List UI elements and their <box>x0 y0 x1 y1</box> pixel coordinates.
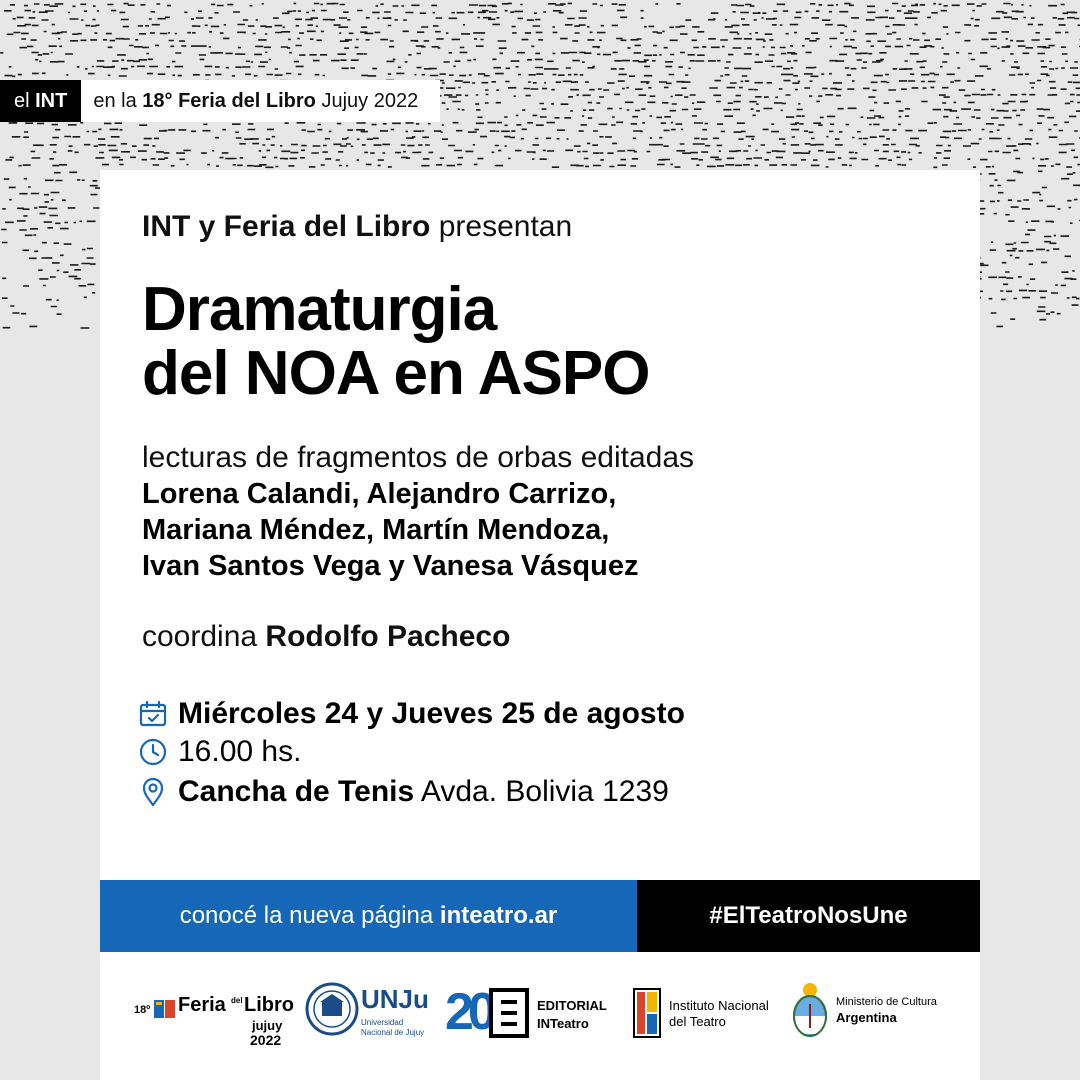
title-line-1: Dramaturgia <box>142 275 497 344</box>
calendar-icon <box>138 699 168 729</box>
int-tag <box>0 80 81 122</box>
unju-seal-icon <box>305 978 359 1040</box>
time-row <box>138 735 301 769</box>
instituto-nacional-teatro-logo <box>633 988 783 1048</box>
ministerio-cultura-logo <box>790 980 960 1050</box>
content-card <box>100 170 980 1080</box>
editorial-box-icon <box>489 988 529 1038</box>
coordinator-line <box>142 620 510 654</box>
feria-small-word: del <box>231 996 243 1005</box>
ministerio-line-2: Argentina <box>836 1010 897 1025</box>
event-suffix: Jujuy 2022 <box>315 89 419 112</box>
unju-line-1: Universidad <box>361 1018 404 1027</box>
unju-line-2: Nacional de Jujuy <box>361 1028 425 1037</box>
date-row <box>138 697 685 731</box>
presenters-bold: INT y Feria del Libro <box>142 210 431 243</box>
editorial-line-1: EDITORIAL <box>537 998 607 1013</box>
website-prefix: conocé la nueva página <box>179 902 440 929</box>
int-mark-icon <box>633 988 661 1038</box>
clock-icon <box>138 737 168 767</box>
unju-logo <box>305 978 435 1048</box>
venue-address: Avda. Bolivia 1239 <box>414 775 669 808</box>
website-banner[interactable] <box>100 880 637 952</box>
feria-year: 2022 <box>250 1032 282 1048</box>
tag-bold: INT <box>35 89 68 112</box>
tag-prefix: el <box>14 89 36 112</box>
website-link[interactable]: inteatro.ar <box>439 902 558 929</box>
feria-word: Feria <box>178 994 226 1016</box>
book-icon <box>154 1000 176 1018</box>
event-header-bar <box>0 80 440 122</box>
readers-line: Lorena Calandi, Alejandro Carrizo, <box>142 478 617 510</box>
readers-line: Mariana Méndez, Martín Mendoza, <box>142 514 610 546</box>
event-name <box>81 80 440 122</box>
venue-row <box>138 775 669 809</box>
page-title <box>142 275 650 408</box>
libro-word: Libro <box>244 994 294 1016</box>
presenters-regular: presentan <box>430 210 573 243</box>
feria-city: jujuy <box>252 1018 283 1033</box>
coat-of-arms-icon <box>790 980 830 1040</box>
time-text: 16.00 hs. <box>178 735 302 768</box>
int-line-1: Instituto Nacional <box>669 998 769 1013</box>
presenters-line <box>142 210 572 244</box>
coordinator-name: Rodolfo Pacheco <box>265 620 511 653</box>
event-bold: 18° Feria del Libro <box>142 89 316 112</box>
editorial-inteatro-logo <box>445 983 625 1048</box>
venue-name: Cancha de Tenis <box>178 775 415 808</box>
sponsor-logos <box>100 960 980 1080</box>
readers-list <box>142 476 638 584</box>
hashtag-banner: #ElTeatroNosUne <box>637 880 980 952</box>
event-prefix: en la <box>93 89 143 112</box>
readers-line: Ivan Santos Vega y Vanesa Vásquez <box>142 550 639 582</box>
int-line-2: del Teatro <box>669 1014 726 1029</box>
feria-del-libro-logo <box>130 990 300 1050</box>
ministerio-line-1: Ministerio de Cultura <box>836 996 937 1008</box>
editorial-mark: 20 <box>445 983 491 1041</box>
feria-ordinal: 18º <box>134 1004 151 1016</box>
title-line-2: del NOA en ASPO <box>142 339 650 408</box>
date-text: Miércoles 24 y Jueves 25 de agosto <box>178 697 685 730</box>
location-pin-icon <box>138 777 168 807</box>
description: lecturas de fragmentos de orbas editadas <box>142 441 694 474</box>
editorial-line-2: INTeatro <box>537 1016 589 1031</box>
unju-name: UNJu <box>361 984 429 1014</box>
coordinator-label: coordina <box>142 620 266 653</box>
